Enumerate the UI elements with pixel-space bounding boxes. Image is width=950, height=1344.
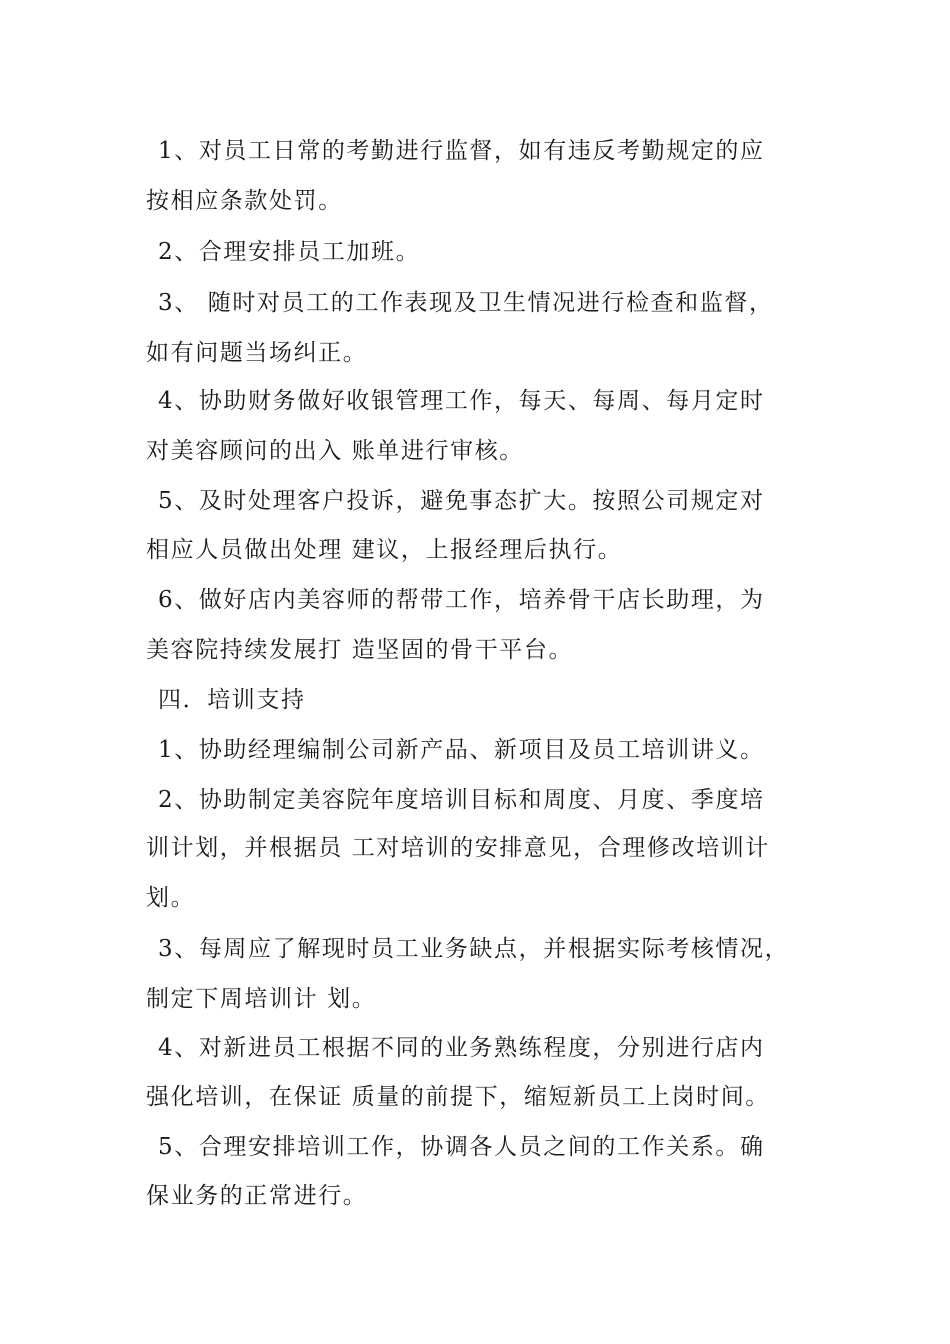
text-line: 1、协助经理编制公司新产品、新项目及员工培训讲义。 — [158, 737, 765, 763]
text-line: 按相应条款处罚。 — [146, 188, 343, 214]
text-line: 4、对新进员工根据不同的业务熟练程度，分别进行店内 — [158, 1035, 765, 1061]
text-line: 2、协助制定美容院年度培训目标和周度、月度、季度培 — [158, 787, 765, 813]
text-line: 强化培训，在保证 质量的前提下，缩短新员工上岗时间。 — [146, 1084, 770, 1110]
text-line: 如有问题当场纠正。 — [146, 340, 368, 366]
text-line: 3、每周应了解现时员工业务缺点，并根据实际考核情况， — [158, 936, 790, 962]
text-line: 训计划，并根据员 工对培训的安排意见，合理修改培训计 — [146, 835, 770, 861]
text-line: 保业务的正常进行。 — [146, 1183, 368, 1209]
text-line: 1、对员工日常的考勤进行监督，如有违反考勤规定的应 — [158, 138, 765, 164]
text-line: 划。 — [146, 885, 196, 911]
text-line: 制定下周培训计 划。 — [146, 986, 377, 1012]
text-line: 5、合理安排培训工作，协调各人员之间的工作关系。确 — [158, 1134, 765, 1160]
text-line: 对美容顾问的出入 账单进行审核。 — [146, 438, 524, 464]
text-line: 3、 随时对员工的工作表现及卫生情况进行检查和监督， — [158, 290, 774, 316]
text-line: 4、协助财务做好收银管理工作，每天、每周、每月定时 — [158, 388, 765, 414]
text-line: 美容院持续发展打 造坚固的骨干平台。 — [146, 637, 574, 663]
section-heading: 四．培训支持 — [158, 687, 306, 713]
text-line: 6、做好店内美容师的帮带工作，培养骨干店长助理，为 — [158, 587, 765, 613]
text-line: 5、及时处理客户投诉，避免事态扩大。按照公司规定对 — [158, 488, 765, 514]
text-line: 相应人员做出处理 建议，上报经理后执行。 — [146, 537, 623, 563]
text-line: 2、合理安排员工加班。 — [158, 239, 421, 265]
